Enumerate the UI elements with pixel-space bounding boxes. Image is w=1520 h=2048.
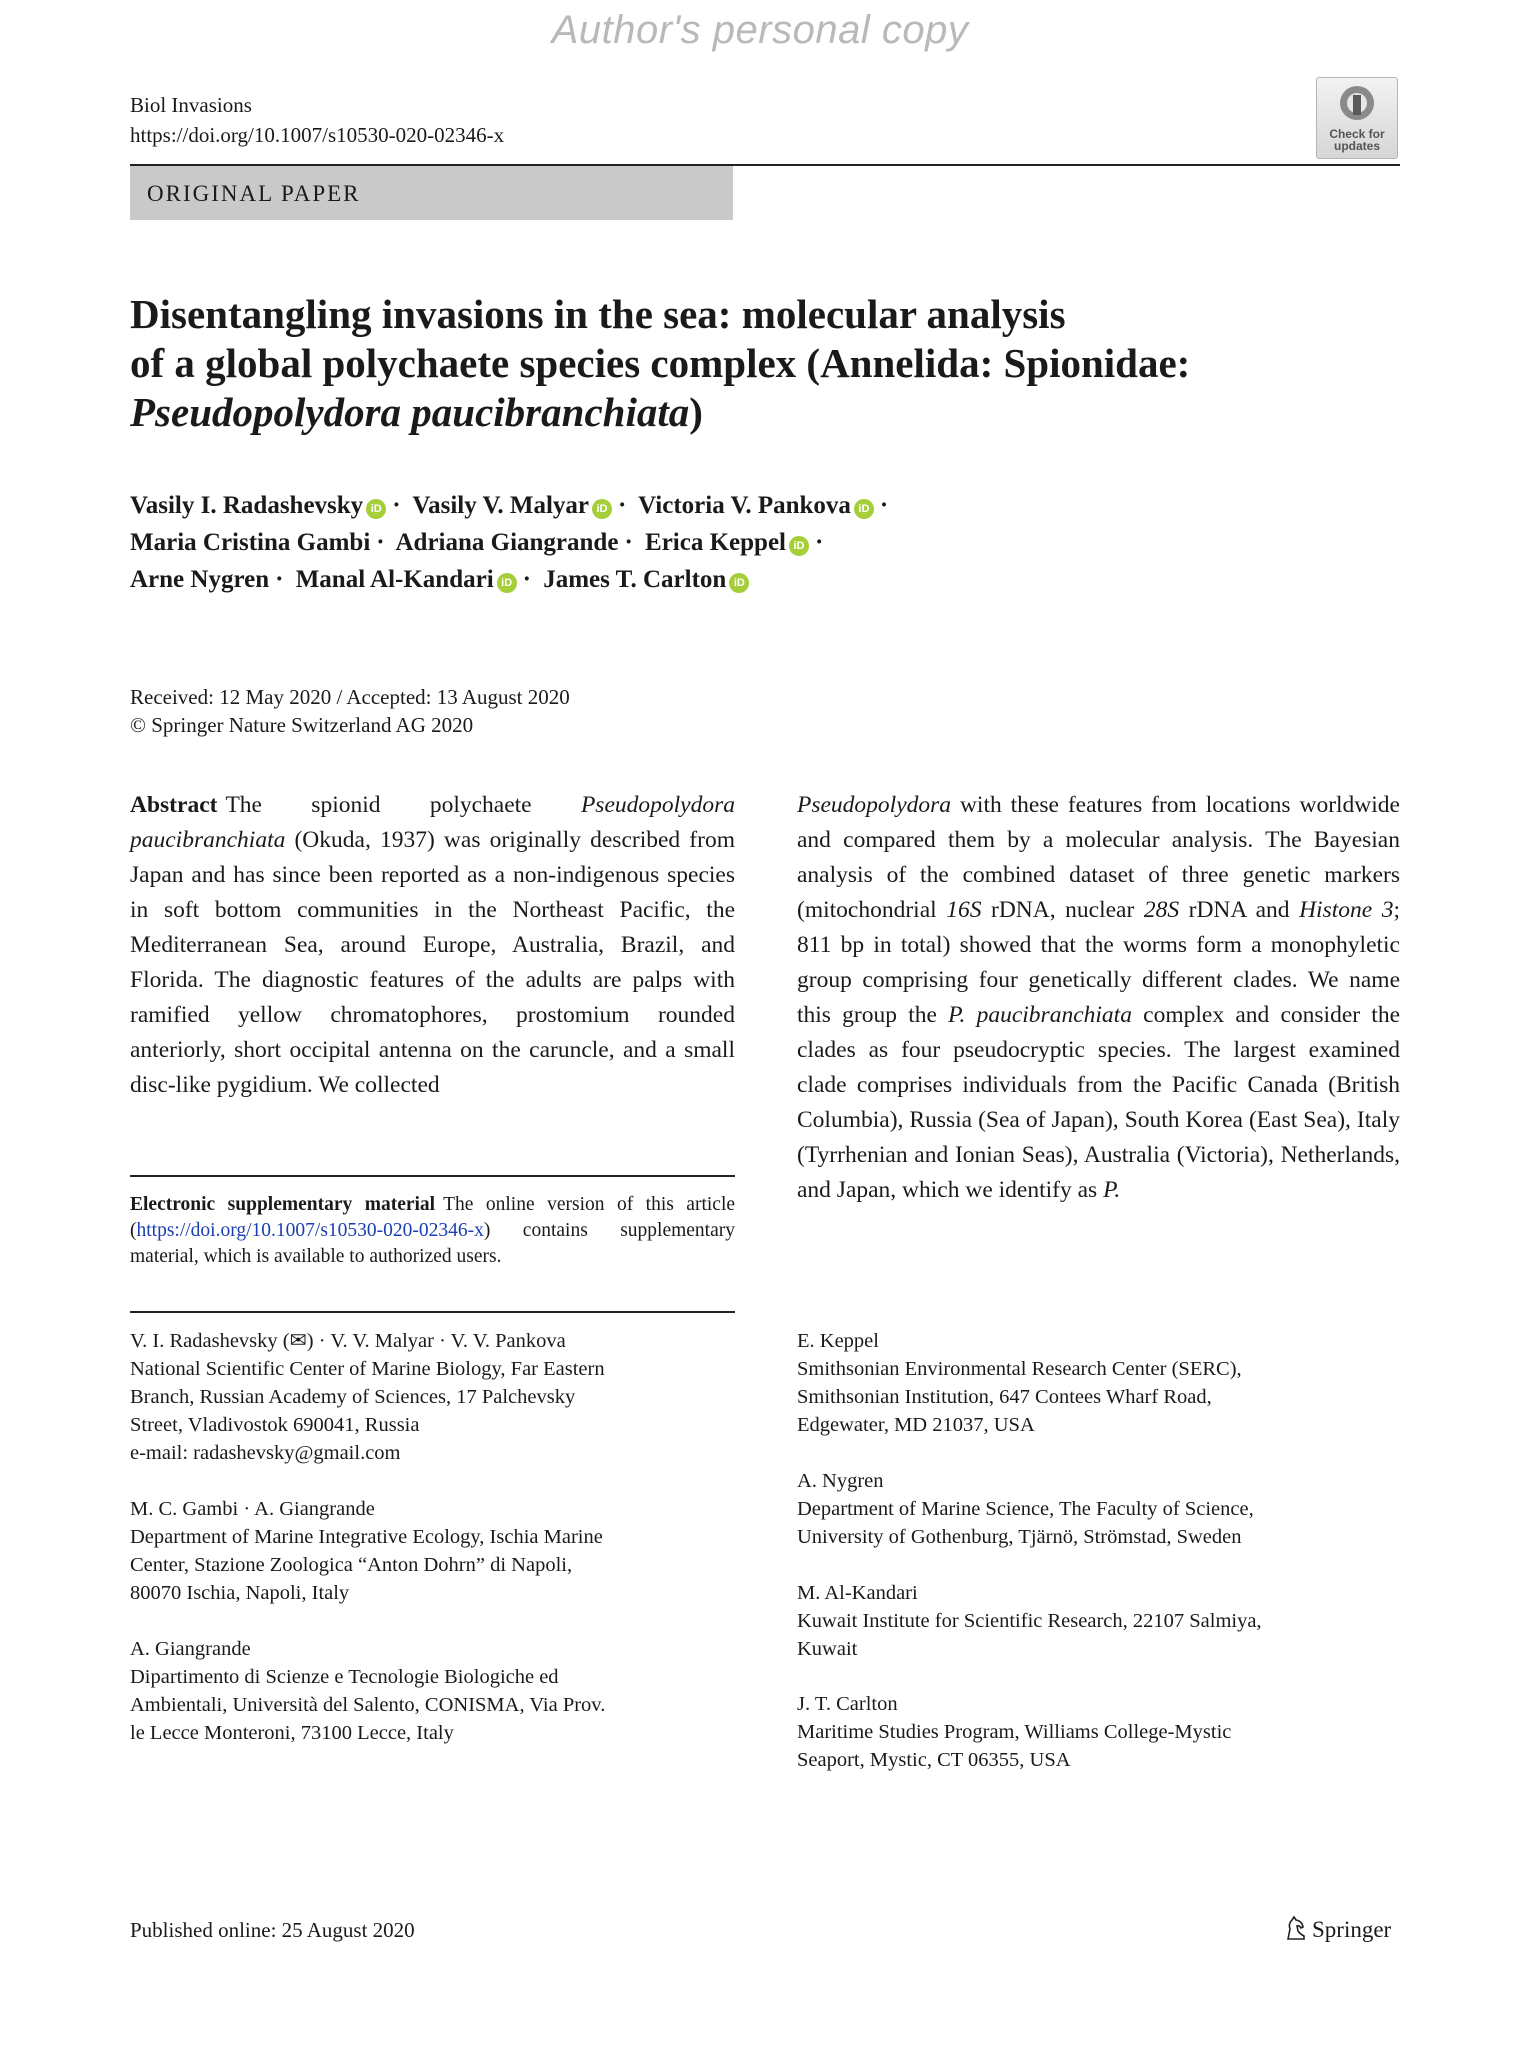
author-name: Erica Keppel: [645, 529, 786, 556]
author-name: Vasily V. Malyar: [412, 492, 589, 519]
author-name: Victoria V. Pankova: [638, 492, 851, 519]
affiliation-block: E. Keppel Smithsonian Environmental Research Center (SERC), Smithsonian Institution, 647 Contees Wharf Road, Edgewater, MD 21037, USA: [797, 1330, 1242, 1436]
affiliation-block: M. Al-Kandari Kuwait Institute for Scientific Research, 22107 Salmiya, Kuwait: [797, 1582, 1262, 1660]
electronic-supplementary-material: Electronic supplementary material The online version of this article (https://doi.org/10.1007/s10530-020-02346-x) contains supplementary material, which is available to authorized users.: [130, 1194, 736, 1267]
paper-type-banner: ORIGINAL PAPER: [130, 166, 733, 220]
author-email[interactable]: e-mail: radashevsky@gmail.com: [130, 1442, 401, 1464]
affiliation-block: M. C. Gambi · A. Giangrande Department of Marine Integrative Ecology, Ischia Marine Center, Stazione Zoologica “Anton Dohrn” di Napoli, 80070 Ischia, Napoli, Italy: [130, 1498, 603, 1604]
crossmark-label-1: Check for: [1329, 127, 1385, 141]
affiliation-block: J. T. Carlton Maritime Studies Program, Williams College-Mystic Seaport, Mystic, CT 06355, USA: [797, 1693, 1232, 1771]
published-online: Published online: 25 August 2020: [130, 1918, 415, 1942]
author-name: Arne Nygren: [130, 566, 270, 593]
abstract-right-column: Pseudopolydora with these features from locations worldwide and compared them by a molecular analysis. The Bayesian analysis of the combined dataset of three genetic markers (mitochondrial 16S rDNA, nuclear 28S rDNA and Histone 3; 811 bp in total) showed that the worms form a monophyletic group comprising four genetically different clades. We name this group the P. paucibranchiata complex and consider the clades as four pseudocryptic species. The largest examined clade comprises individuals from the Pacific Canada (British Columbia), Russia (Sea of Japan), South Korea (East Sea), Italy (Tyrrhenian and Ionian Seas), Australia (Victoria), Netherlands, and Japan, which we identify as P.: [797, 792, 1401, 1203]
journal-header: [130, 90, 504, 150]
abstract-left-column: Abstract The spionid polychaete Pseudopolydora paucibranchiata (Okuda, 1937) was originally described from Japan and has since been reported as a non-indigenous species in soft bottom communities in the Northeast Pacific, the Mediterranean Sea, around Europe, Australia, Brazil, and Florida. The diagnostic features of the adults are palps with ramified yellow chromatophores, prostomium rounded anteriorly, short occipital antenna on the caruncle, and a small disc-like pygidium. We collected: [130, 792, 735, 1098]
orcid-icon[interactable]: iD: [854, 499, 874, 519]
author-line-3: Arne Nygren · Manal Al-Kandari iD · James T. Carlton iD: [130, 561, 1230, 598]
doi-link[interactable]: https://doi.org/10.1007/s10530-020-02346-x: [130, 123, 505, 147]
orcid-icon[interactable]: iD: [729, 573, 749, 593]
title-line-1: Disentangling invasions in the sea: molecular analysis: [130, 291, 1066, 337]
abstract-heading: Abstract: [130, 792, 218, 818]
springer-horse-icon: [1284, 1915, 1308, 1941]
affiliation-block: V. I. Radashevsky (✉) · V. V. Malyar · V. V. Pankova National Scientific Center of Marine Biology, Far Eastern Branch, Russian Academy of Sciences, 17 Palchevsky Street, Vladivostok 690041, Russia e-mail: radashevsky@gmail.com: [130, 1327, 605, 1467]
esm-top-rule: [130, 1175, 735, 1177]
title-line-2: of a global polychaete species complex (Annelida: Spionidae:: [130, 340, 1191, 386]
journal-name: Biol Invasions: [130, 93, 252, 117]
esm-bottom-rule: [130, 1311, 735, 1313]
crossmark-label-2: updates: [1333, 139, 1380, 153]
watermark: Author's personal copy: [551, 8, 969, 52]
author-line-1: Vasily I. Radashevsky iD · Vasily V. Malyar iD · Victoria V. Pankova iD ·: [130, 492, 889, 519]
author-list: [130, 487, 1230, 598]
received-accepted: Received: 12 May 2020 / Accepted: 13 August 2020: [130, 685, 570, 709]
esm-link[interactable]: https://doi.org/10.1007/s10530-020-02346-x: [136, 1220, 484, 1241]
author-name: Vasily I. Radashevsky: [130, 492, 364, 519]
affiliation-block: A. Giangrande Dipartimento di Scienze e Tecnologie Biologiche ed Ambientali, Università del Salento, CONISMA, Via Prov. le Lecce Monteroni, 73100 Lecce, Italy: [130, 1638, 606, 1744]
author-line-2: Maria Cristina Gambi · Adriana Giangrande · Erica Keppel iD ·: [130, 529, 824, 556]
paper-title: [130, 290, 1390, 437]
article-dates: [130, 683, 570, 739]
title-line-3: Pseudopolydora paucibranchiata): [130, 389, 703, 435]
author-name: Maria Cristina Gambi: [130, 529, 371, 556]
publisher-logo: [1284, 1915, 1391, 1943]
check-for-updates-badge[interactable]: [1316, 77, 1398, 159]
orcid-icon[interactable]: iD: [497, 573, 517, 593]
affiliation-block: A. Nygren Department of Marine Science, The Faculty of Science, University of Gothenburg, Tjärnö, Strömstad, Sweden: [797, 1470, 1254, 1548]
orcid-icon[interactable]: iD: [366, 499, 386, 519]
copyright: © Springer Nature Switzerland AG 2020: [130, 713, 474, 737]
author-name: Manal Al-Kandari: [295, 566, 494, 593]
orcid-icon[interactable]: iD: [592, 499, 612, 519]
crossmark-icon: [1337, 83, 1377, 123]
author-name: James T. Carlton: [543, 566, 727, 593]
author-name: Adriana Giangrande: [395, 529, 619, 556]
esm-heading: Electronic supplementary material: [130, 1194, 436, 1215]
orcid-icon[interactable]: iD: [789, 536, 809, 556]
publisher-name: Springer: [1312, 1917, 1392, 1942]
